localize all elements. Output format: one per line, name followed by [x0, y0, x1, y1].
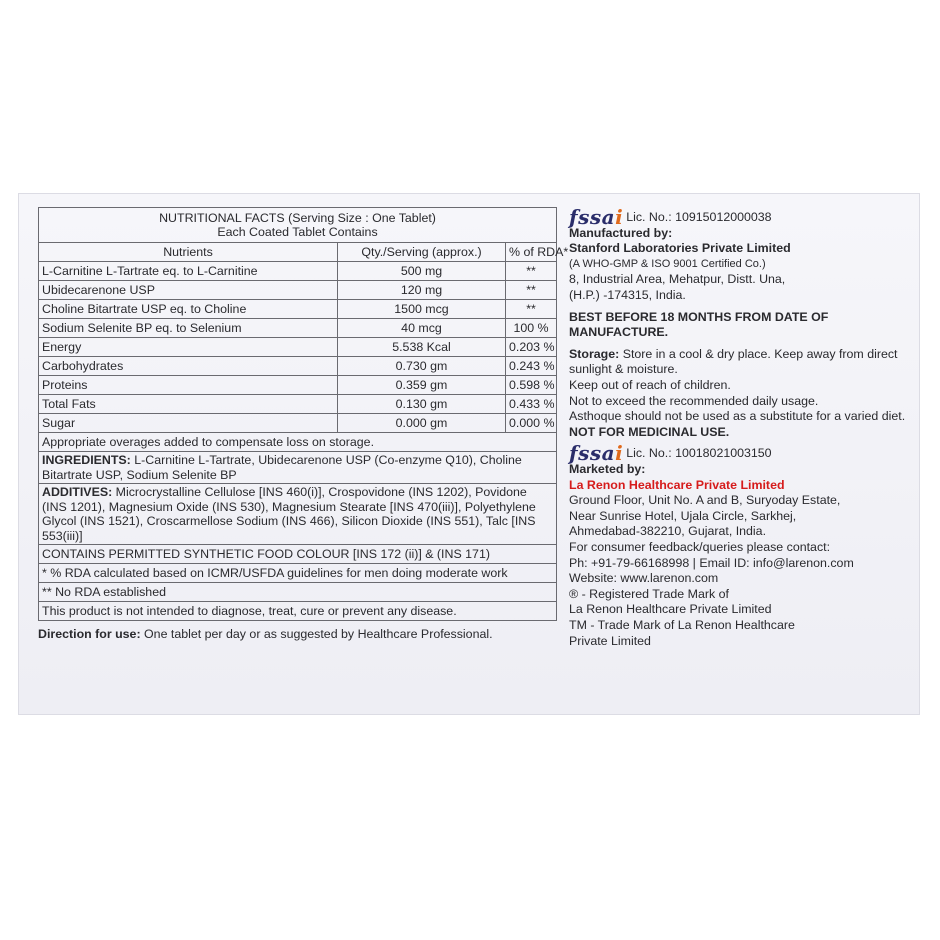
marketer-address-3: Ahmedabad-382210, Gujarat, India.: [569, 524, 767, 539]
manufacturer-address-1: 8, Industrial Area, Mehatpur, Distt. Una,: [569, 272, 786, 287]
nutrition-subtitle: Each Coated Tablet Contains: [217, 225, 378, 239]
overages-row: [39, 433, 557, 452]
no-rda-note: ** No RDA established: [39, 583, 557, 602]
rda-note: * % RDA calculated based on ICMR/USFDA guidelines for men doing moderate work: [39, 564, 557, 583]
not-medicinal: NOT FOR MEDICINAL USE.: [569, 424, 730, 439]
nutrient-rda: **: [506, 300, 557, 319]
colour-row: [39, 545, 557, 564]
nutrient-qty: 40 mcg: [338, 319, 506, 338]
nutrient-qty: 0.359 gm: [338, 376, 506, 395]
nutrition-table: [38, 207, 569, 621]
nutrient-qty: 5.538 Kcal: [338, 338, 506, 357]
nutrient-rda: 0.598 %: [506, 376, 557, 395]
nutrient-name: Choline Bitartrate USP eq. to Choline: [39, 300, 338, 319]
exceed-warning: Not to exceed the recommended daily usage.: [569, 393, 819, 408]
direction-text: One tablet per day or as suggested by Healthcare Professional.: [140, 627, 493, 641]
additives-row: [39, 484, 557, 545]
manufactured-label: Manufactured by:: [569, 225, 673, 240]
table-row: [39, 281, 557, 300]
license-number: Lic. No.: 10018021003150: [626, 446, 772, 461]
storage-instructions: [569, 347, 914, 378]
certification: (A WHO-GMP & ISO 9001 Certified Co.): [569, 257, 766, 270]
marketer-name: La Renon Healthcare Private Limited: [569, 477, 785, 492]
marketer-address-2: Near Sunrise Hotel, Ujala Circle, Sarkhej,: [569, 508, 797, 523]
nutrient-rda: 0.433 %: [506, 395, 557, 414]
nutrient-name: L-Carnitine L-Tartrate eq. to L-Carnitine: [39, 262, 338, 281]
nutrient-name: Proteins: [39, 376, 338, 395]
best-before: BEST BEFORE 18 MONTHS FROM DATE OF MANUFACTURE.: [569, 309, 829, 340]
website-line: Website: www.larenon.com: [569, 571, 719, 586]
fssai-license-1: [569, 205, 914, 229]
table-row: [39, 414, 557, 433]
nutrition-section: [38, 207, 569, 642]
storage-text: Store in a cool & dry place. Keep away from direct sunlight & moisture.: [569, 346, 898, 377]
registered-mark-2: La Renon Healthcare Private Limited: [569, 602, 772, 617]
nutrient-name: Carbohydrates: [39, 357, 338, 376]
nutrient-rda: 0.243 %: [506, 357, 557, 376]
nutrient-rda: 100 %: [506, 319, 557, 338]
table-row: [39, 262, 557, 281]
trademark-1: TM - Trade Mark of La Renon Healthcare: [569, 618, 795, 632]
nutrient-name: Sugar: [39, 414, 338, 433]
direction-label: Direction for use:: [38, 627, 141, 641]
nutrient-name: Sodium Selenite BP eq. to Selenium: [39, 319, 338, 338]
reach-warning: Keep out of reach of children.: [569, 378, 731, 393]
registered-mark-1: ® - Registered Trade Mark of: [569, 586, 729, 601]
col-header-nutrients: Nutrients: [39, 243, 338, 262]
additives-label: ADDITIVES:: [42, 485, 113, 499]
nutrient-rda: **: [506, 281, 557, 300]
disclaimer: This product is not intended to diagnose, treat, cure or prevent any disease.: [39, 602, 557, 621]
nutrient-name: Ubidecarenone USP: [39, 281, 338, 300]
column-header-row: [39, 243, 557, 262]
table-row: [39, 300, 557, 319]
no-rda-row: [39, 583, 557, 602]
fssai-logo-icon: fssai: [569, 441, 624, 466]
nutrient-name: Total Fats: [39, 395, 338, 414]
table-row: [39, 319, 557, 338]
contact-line: Ph: +91-79-66168998 | Email ID: info@larenon.com: [569, 555, 854, 570]
nutrient-qty: 500 mg: [338, 262, 506, 281]
nutrient-name: Energy: [39, 338, 338, 357]
storage-label: Storage:: [569, 346, 620, 361]
nutrient-rda: 0.203 %: [506, 338, 557, 357]
colour-note: CONTAINS PERMITTED SYNTHETIC FOOD COLOUR [INS 172 (ii)] & (INS 171): [39, 545, 557, 564]
col-header-qty: Qty./Serving (approx.): [338, 243, 506, 262]
nutrition-title: NUTRITIONAL FACTS (Serving Size : One Tablet): [159, 211, 436, 225]
nutrient-qty: 0.730 gm: [338, 357, 506, 376]
trademark-2: Private Limited: [569, 633, 651, 648]
ingredients-text: L-Carnitine L-Tartrate, Ubidecarenone USP (Co-enzyme Q10), Choline Bitartrate USP, Sodium Selenite BP: [42, 453, 522, 482]
ingredients-label: INGREDIENTS:: [42, 453, 131, 467]
fssai-logo-icon: fssai: [569, 205, 624, 229]
manufacturer-name: Stanford Laboratories Private Limited: [569, 241, 791, 256]
ingredients-row: [39, 452, 557, 484]
marketer-address-1: Ground Floor, Unit No. A and B, Suryoday Estate,: [569, 493, 841, 508]
nutrition-title-row: [39, 208, 557, 243]
nutrient-qty: 0.000 gm: [338, 414, 506, 433]
table-row: [39, 376, 557, 395]
disclaimer-row: [39, 602, 557, 621]
nutrient-qty: 0.130 gm: [338, 395, 506, 414]
table-row: [39, 357, 557, 376]
rda-note-row: [39, 564, 557, 583]
marketed-label: Marketed by:: [569, 462, 646, 477]
col-header-rda: % of RDA*: [506, 243, 557, 262]
table-row: [39, 395, 557, 414]
fssai-license-2: [569, 441, 914, 466]
overages-note: Appropriate overages added to compensate loss on storage.: [39, 433, 557, 452]
manufacturer-address-2: (H.P.) -174315, India.: [569, 288, 686, 303]
table-row: [39, 338, 557, 357]
nutrient-qty: 120 mg: [338, 281, 506, 300]
additives-text: Microcrystalline Cellulose [INS 460(i)], Crospovidone (INS 1202), Povidone (INS 1201), Magnesium Oxide (INS 530), Magnesium Stearate [INS 470(iii)], Polyethylene Glycol (INS 1521), Croscarmellose Sodium (INS 466), Silicon Dioxide (INS 551), Talc [INS 553(iii)]: [42, 485, 536, 543]
feedback-line: For consumer feedback/queries please contact:: [569, 540, 831, 555]
substitute-warning: Asthoque should not be used as a substitute for a varied diet.: [569, 409, 906, 424]
manufacturer-section: [569, 205, 914, 649]
nutrient-rda: 0.000 %: [506, 414, 557, 433]
nutrient-qty: 1500 mcg: [338, 300, 506, 319]
nutrient-rda: **: [506, 262, 557, 281]
direction-for-use: [38, 627, 558, 642]
license-number: Lic. No.: 10915012000038: [626, 210, 772, 224]
